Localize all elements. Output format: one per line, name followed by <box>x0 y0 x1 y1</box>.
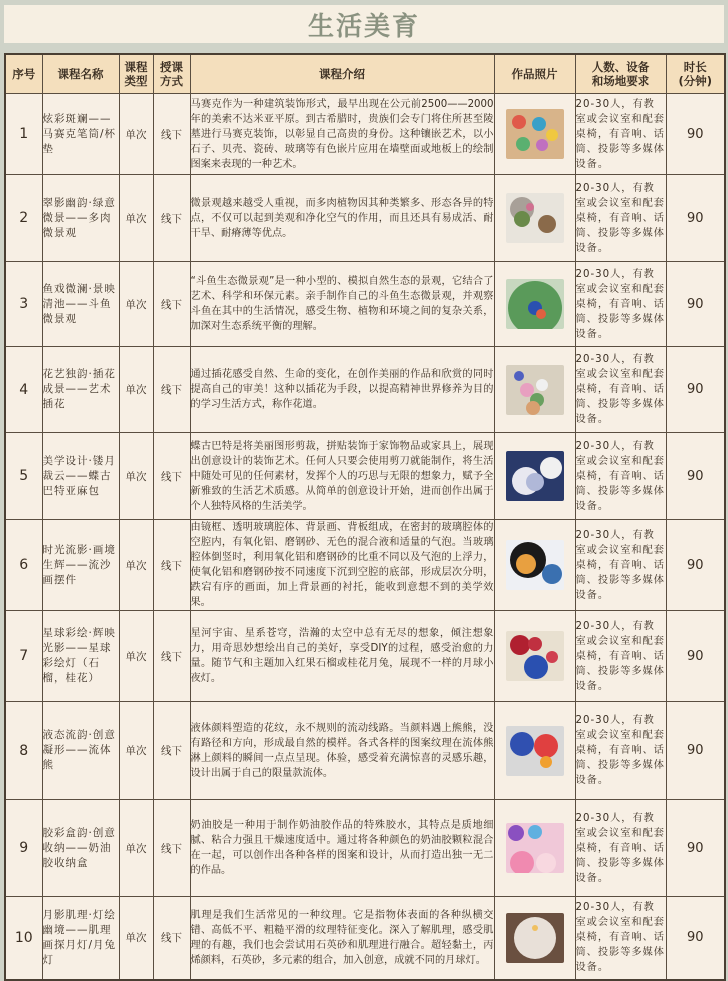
course-type: 单次 <box>119 94 153 175</box>
table-row <box>5 897 725 980</box>
table-row <box>5 611 725 702</box>
requirements: 20-30人，有教室或会议室和配套桌椅，有音响、话筒、投影等多媒体设备。 <box>575 347 666 433</box>
photo-detail-shape <box>546 129 558 141</box>
work-photo-image <box>506 193 564 243</box>
page-title: 生活美育 <box>307 11 420 42</box>
course-intro: 星河宇宙、星系苍穹，浩瀚的太空中总有无尽的想象，倾注想象力，用奇思妙想绘出自己的美好，享受DIY的过程，感受治愈的力量。随节气和主题加入红果石榴或桂花月兔，展现不一样的月球小夜灯。 <box>190 611 494 702</box>
header-name: 课程名称 <box>42 54 119 94</box>
header-req-line1: 人数、设备 <box>591 60 650 74</box>
row-number: 6 <box>5 520 42 611</box>
photo-detail-shape <box>536 853 556 873</box>
table-row <box>5 433 725 520</box>
row-number: 8 <box>5 702 42 800</box>
teaching-mode: 线下 <box>153 897 190 980</box>
course-name: 时光流影·画境生辉——流沙画摆件 <box>42 520 119 611</box>
duration-minutes: 90 <box>666 433 725 520</box>
work-photo-image <box>506 913 564 963</box>
header-dur-line2: (分钟) <box>678 74 712 88</box>
duration-minutes: 90 <box>666 897 725 980</box>
work-photo-image <box>506 109 564 159</box>
photo-detail-shape <box>532 117 546 131</box>
work-photo <box>494 611 575 702</box>
photo-detail-shape <box>528 637 542 651</box>
requirements: 20-30人，有教室或会议室和配套桌椅，有音响、话筒、投影等多媒体设备。 <box>575 800 666 897</box>
table-row <box>5 175 725 262</box>
row-number: 10 <box>5 897 42 980</box>
table-row <box>5 94 725 175</box>
table-header-row <box>5 54 725 94</box>
header-intro: 课程介绍 <box>190 54 494 94</box>
photo-detail-shape <box>514 371 524 381</box>
duration-minutes: 90 <box>666 175 725 262</box>
row-number: 4 <box>5 347 42 433</box>
row-number: 3 <box>5 262 42 347</box>
requirements: 20-30人，有教室或会议室和配套桌椅，有音响、话筒、投影等多媒体设备。 <box>575 94 666 175</box>
header-photo: 作品照片 <box>494 54 575 94</box>
header-type-line2: 类型 <box>124 74 148 88</box>
photo-detail-shape <box>540 457 562 479</box>
course-name: 鱼戏微澜·景映清池——斗鱼微景观 <box>42 262 119 347</box>
photo-detail-shape <box>534 734 558 758</box>
photo-detail-shape <box>514 211 530 227</box>
photo-detail-shape <box>536 139 548 151</box>
requirements: 20-30人，有教室或会议室和配套桌椅，有音响、话筒、投影等多媒体设备。 <box>575 262 666 347</box>
course-name: 美学设计·镂月裁云——蝶古巴特亚麻包 <box>42 433 119 520</box>
photo-detail-shape <box>532 925 538 931</box>
row-number: 7 <box>5 611 42 702</box>
row-number: 5 <box>5 433 42 520</box>
course-intro: 微景观越来越受人重视，而多肉植物因其种类繁多、形态各异的特点，不仅可以起到美观和净化空气的作用，而且还具有易成活、耐干旱、耐瘠薄等优点。 <box>190 175 494 262</box>
photo-detail-shape <box>510 635 530 655</box>
header-mode-line2: 方式 <box>160 74 183 88</box>
work-photo-image <box>506 365 564 415</box>
header-dur <box>666 54 725 94</box>
course-type: 单次 <box>119 175 153 262</box>
table-row <box>5 262 725 347</box>
duration-minutes: 90 <box>666 520 725 611</box>
photo-detail-shape <box>536 379 548 391</box>
row-number: 9 <box>5 800 42 897</box>
duration-minutes: 90 <box>666 262 725 347</box>
requirements: 20-30人，有教室或会议室和配套桌椅，有音响、话筒、投影等多媒体设备。 <box>575 702 666 800</box>
requirements: 20-30人，有教室或会议室和配套桌椅，有音响、话筒、投影等多媒体设备。 <box>575 433 666 520</box>
work-photo-image <box>506 279 564 329</box>
work-photo <box>494 702 575 800</box>
course-name: 花艺独韵·插花成景——艺术插花 <box>42 347 119 433</box>
photo-detail-shape <box>510 851 534 873</box>
requirements: 20-30人，有教室或会议室和配套桌椅，有音响、话筒、投影等多媒体设备。 <box>575 175 666 262</box>
course-name: 翠影幽韵·绿意微景——多肉微景观 <box>42 175 119 262</box>
course-type: 单次 <box>119 433 153 520</box>
photo-detail-shape <box>536 309 546 319</box>
table-row <box>5 800 725 897</box>
course-intro: 液体颜料塑造的花纹，永不规则的流动线路。当颜料遇上熊熊，没有路径和方向，形成最自然的模样。各式各样的图案纹理在流体熊淋上颜料的瞬间一点点呈现。体验，感受着充满惊喜的灵感乐趣，设计出属于自己的限量款流体。 <box>190 702 494 800</box>
photo-detail-shape <box>510 732 534 756</box>
course-intro: “斗鱼生态微景观”是一种小型的、模拟自然生态的景观，它结合了艺术、科学和环保元素。亲手制作自己的斗鱼生态微景观，并观察斗鱼在其中的生活情况，感受生物、植物和环境之间的复杂关系，加深对生态系统平衡的理解。 <box>190 262 494 347</box>
work-photo-image <box>506 631 564 681</box>
duration-minutes: 90 <box>666 702 725 800</box>
course-intro: 奶油胶是一种用于制作奶油胶作品的特殊胶水，其特点是质地细腻、粘合力强且干燥速度适中。通过将各种颜色的奶油胶颗粒混合在一起，可以创作出各种各样的图案和设计，从而打造出独一无二的作品。 <box>190 800 494 897</box>
course-type: 单次 <box>119 702 153 800</box>
course-intro: 蝶古巴特是将美丽图形剪裁，拼贴装饰于家饰物品或家具上，展现出创意设计的装饰艺术。任何人只要会使用剪刀就能制作，将生活中随处可见的任何素材，发挥个人的巧思与无限的想象力，赋予全新雅致的生活艺术质感。从简单的创意设计开始，进而创作出属于个人独特风格的生活美学。 <box>190 433 494 520</box>
course-type: 单次 <box>119 611 153 702</box>
photo-detail-shape <box>516 554 536 574</box>
table-row <box>5 702 725 800</box>
table-row <box>5 520 725 611</box>
course-intro: 马赛克作为一种建筑装饰形式，最早出现在公元前2500——2000年的美索不达米亚平原。到古希腊时，贵族们会专门将住所甚至陵墓进行马赛克装饰，以彰显自己高贵的身份。这种镶嵌艺术，以小石子、贝壳、瓷砖、玻璃等有色嵌片应用在墙壁面或地板上的绘制图案来表现的一种艺术。 <box>190 94 494 175</box>
photo-detail-shape <box>526 401 540 415</box>
photo-detail-shape <box>516 137 530 151</box>
teaching-mode: 线下 <box>153 800 190 897</box>
course-table <box>4 53 726 981</box>
work-photo <box>494 175 575 262</box>
requirements: 20-30人，有教室或会议室和配套桌椅，有音响、话筒、投影等多媒体设备。 <box>575 520 666 611</box>
header-type-line1: 课程 <box>124 60 148 74</box>
work-photo <box>494 897 575 980</box>
photo-detail-shape <box>512 115 526 129</box>
course-intro: 肌理是我们生活常见的一种纹理。它是指物体表面的各种纵横交错、高低不平、粗糙平滑的纹理特征变化。深入了解肌理，感受肌理的有趣，我们也会尝试用石英砂和肌理进行融合。超轻黏土，丙烯颜料，石英砂，多元素的组合，加入创意，成就不同的月球灯。 <box>190 897 494 980</box>
photo-detail-shape <box>524 655 548 679</box>
teaching-mode: 线下 <box>153 347 190 433</box>
row-number: 1 <box>5 94 42 175</box>
header-mode-line1: 授课 <box>160 60 183 74</box>
teaching-mode: 线下 <box>153 262 190 347</box>
work-photo <box>494 347 575 433</box>
row-number: 2 <box>5 175 42 262</box>
duration-minutes: 90 <box>666 800 725 897</box>
teaching-mode: 线下 <box>153 520 190 611</box>
work-photo-image <box>506 823 564 873</box>
course-name: 胶彩盒韵·创意收纳——奶油胶收纳盒 <box>42 800 119 897</box>
work-photo <box>494 800 575 897</box>
photo-detail-shape <box>528 825 542 839</box>
header-req-line2: 和场地要求 <box>591 74 650 88</box>
work-photo-image <box>506 726 564 776</box>
course-type: 单次 <box>119 520 153 611</box>
course-type: 单次 <box>119 897 153 980</box>
course-name: 星球彩绘·辉映光影——星球彩绘灯（石榴，桂花） <box>42 611 119 702</box>
teaching-mode: 线下 <box>153 611 190 702</box>
work-photo-image <box>506 540 564 590</box>
requirements: 20-30人，有教室或会议室和配套桌椅，有音响、话筒、投影等多媒体设备。 <box>575 897 666 980</box>
work-photo <box>494 433 575 520</box>
work-photo <box>494 94 575 175</box>
duration-minutes: 90 <box>666 347 725 433</box>
header-mode <box>153 54 190 94</box>
course-name: 液态流韵·创意凝形——流体熊 <box>42 702 119 800</box>
photo-detail-shape <box>514 917 556 959</box>
duration-minutes: 90 <box>666 94 725 175</box>
duration-minutes: 90 <box>666 611 725 702</box>
requirements: 20-30人，有教室或会议室和配套桌椅，有音响、话筒、投影等多媒体设备。 <box>575 611 666 702</box>
photo-detail-shape <box>508 825 524 841</box>
course-intro: 由镜框、透明玻璃腔体、背景画、背板组成，在密封的玻璃腔体的空腔内，有氧化铝、磨钢砂、无色的混合液和适量的气泡。当玻璃腔体倒竖时，利用氧化铝和磨钢砂的比重不同以及气泡的上浮力，使氧化铝和磨钢砂按不同速度下沉到空腔的底部，形成层次分明，跌宕有序的画面，加上背景画的衬托，能收到意想不到的美学效果。 <box>190 520 494 611</box>
table-row <box>5 347 725 433</box>
teaching-mode: 线下 <box>153 94 190 175</box>
work-photo <box>494 520 575 611</box>
photo-detail-shape <box>526 473 544 491</box>
teaching-mode: 线下 <box>153 433 190 520</box>
header-dur-line1: 时长 <box>683 60 707 74</box>
photo-detail-shape <box>538 215 556 233</box>
course-type: 单次 <box>119 262 153 347</box>
photo-detail-shape <box>546 651 558 663</box>
header-num: 序号 <box>5 54 42 94</box>
work-photo-image <box>506 451 564 501</box>
course-type: 单次 <box>119 800 153 897</box>
course-name: 炫彩斑斓——马赛克笔筒/杯垫 <box>42 94 119 175</box>
course-name: 月影肌理·灯绘幽境——肌理画探月灯/月兔灯 <box>42 897 119 980</box>
teaching-mode: 线下 <box>153 175 190 262</box>
page-title-banner <box>4 5 724 43</box>
teaching-mode: 线下 <box>153 702 190 800</box>
course-type: 单次 <box>119 347 153 433</box>
header-req <box>575 54 666 94</box>
header-type <box>119 54 153 94</box>
photo-detail-shape <box>540 756 552 768</box>
work-photo <box>494 262 575 347</box>
photo-detail-shape <box>526 203 534 211</box>
course-intro: 通过插花感受自然、生命的变化，在创作美丽的作品和欣赏的同时提高自己的审美！这种以插花为手段，以提高精神世界修养为目的的学习生活方式，称作花道。 <box>190 347 494 433</box>
photo-detail-shape <box>542 564 562 584</box>
